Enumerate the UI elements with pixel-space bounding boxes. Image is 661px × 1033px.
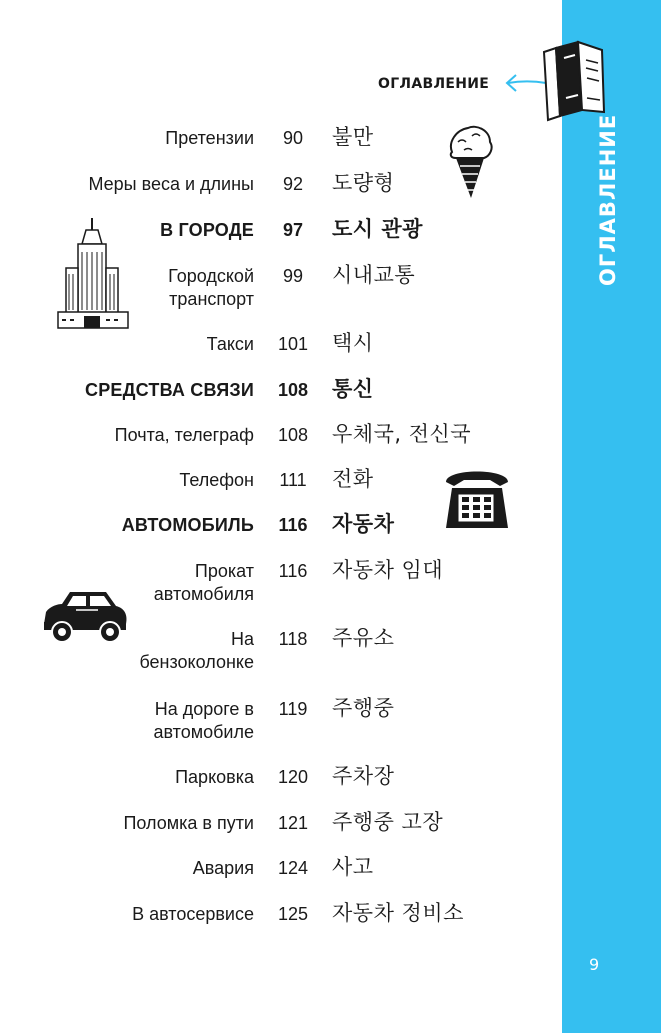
section-title-ru: СРЕДСТВА СВЯЗИ bbox=[85, 380, 254, 400]
entry-page: 108 bbox=[277, 425, 309, 445]
entry-title-ko: 도량형 bbox=[332, 171, 395, 195]
entry-title-ko: 주행중 bbox=[332, 696, 395, 720]
entry-page: 119 bbox=[278, 699, 308, 719]
section-title-ru: В ГОРОДЕ bbox=[160, 220, 254, 240]
entry-title-ru: Городской транспорт bbox=[168, 266, 254, 309]
section-page: 116 bbox=[278, 515, 308, 535]
toc-section[interactable] bbox=[0, 219, 560, 265]
toc-entry[interactable] bbox=[0, 333, 560, 379]
entry-page: 116 bbox=[278, 561, 308, 581]
toc-entry[interactable] bbox=[0, 903, 560, 949]
toc-entry[interactable] bbox=[0, 628, 560, 688]
entry-page: 90 bbox=[282, 128, 304, 148]
toc-entry[interactable] bbox=[0, 265, 560, 325]
section-page: 97 bbox=[282, 220, 304, 240]
entry-title-ru: Телефон bbox=[179, 470, 254, 490]
entry-title-ru: Такси bbox=[206, 334, 254, 354]
page-title: ОГЛАВЛЕНИЕ bbox=[378, 76, 490, 92]
entry-page: 99 bbox=[282, 266, 304, 286]
entry-page: 118 bbox=[278, 629, 308, 649]
section-title-ko: 통신 bbox=[332, 377, 374, 401]
entry-title-ru: На дороге в автомобиле bbox=[153, 699, 254, 742]
entry-title-ko: 사고 bbox=[332, 855, 374, 879]
toc-entry[interactable] bbox=[0, 698, 560, 758]
entry-title-ko: 자동차 임대 bbox=[332, 558, 444, 582]
section-title-ko: 자동차 bbox=[332, 512, 395, 536]
entry-title-ru: На бензоколонке bbox=[139, 629, 254, 672]
entry-page: 120 bbox=[277, 767, 309, 787]
entry-title-ko: 불만 bbox=[332, 125, 374, 149]
entry-page: 92 bbox=[282, 174, 304, 194]
entry-title-ko: 우체국, 전신국 bbox=[332, 422, 472, 446]
entry-title-ko: 주유소 bbox=[332, 626, 395, 650]
toc-section[interactable] bbox=[0, 379, 560, 425]
entry-title-ru: Меры веса и длины bbox=[88, 174, 254, 194]
entry-page: 124 bbox=[277, 858, 309, 878]
entry-page: 125 bbox=[277, 904, 309, 924]
toc-entry[interactable] bbox=[0, 812, 560, 858]
toc-entry[interactable] bbox=[0, 766, 560, 812]
toc-entry[interactable] bbox=[0, 173, 560, 219]
entry-page: 101 bbox=[277, 334, 309, 354]
toc-entry[interactable] bbox=[0, 857, 560, 903]
toc-entry[interactable] bbox=[0, 127, 560, 173]
entry-page: 121 bbox=[277, 813, 309, 833]
section-title-ko: 도시 관광 bbox=[332, 217, 423, 241]
books-icon bbox=[542, 38, 608, 122]
entry-title-ru: Парковка bbox=[175, 767, 254, 787]
entry-page: 111 bbox=[279, 470, 307, 490]
toc-entry[interactable] bbox=[0, 469, 560, 515]
toc-section[interactable] bbox=[0, 514, 560, 560]
entry-title-ko: 주차장 bbox=[332, 764, 395, 788]
entry-title-ko: 시내교통 bbox=[332, 263, 416, 287]
section-title-ru: АВТОМОБИЛЬ bbox=[121, 515, 254, 535]
entry-title-ru: В автосервисе bbox=[132, 904, 254, 924]
toc-entry[interactable] bbox=[0, 560, 560, 620]
entry-title-ko: 택시 bbox=[332, 331, 374, 355]
entry-title-ko: 전화 bbox=[332, 467, 374, 491]
entry-title-ru: Авария bbox=[192, 858, 254, 878]
entry-title-ko: 주행중 고장 bbox=[332, 810, 444, 834]
entry-title-ru: Прокат автомобиля bbox=[153, 561, 254, 604]
entry-title-ru: Почта, телеграф bbox=[114, 425, 254, 445]
entry-title-ko: 자동차 정비소 bbox=[332, 901, 464, 925]
toc-entry[interactable] bbox=[0, 424, 560, 470]
section-page: 108 bbox=[277, 380, 309, 400]
side-tab-label: ОГЛАВЛЕНИЕ bbox=[596, 113, 620, 286]
page-number: 9 bbox=[589, 955, 600, 974]
entry-title-ru: Претензии bbox=[165, 128, 254, 148]
entry-title-ru: Поломка в пути bbox=[123, 813, 254, 833]
